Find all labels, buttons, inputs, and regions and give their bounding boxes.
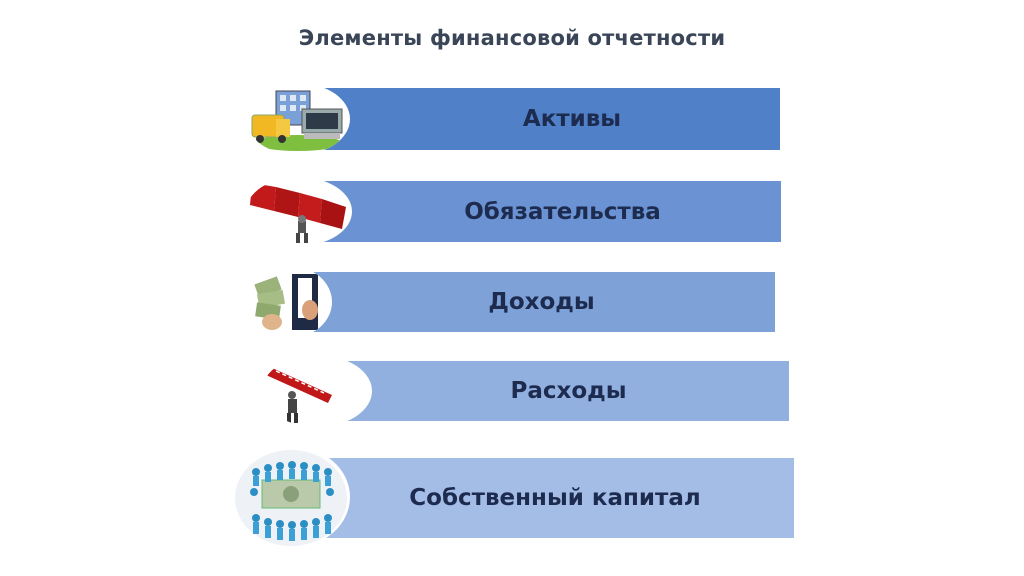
element-bar-liabilities xyxy=(304,181,781,242)
element-row-liabilities xyxy=(246,181,781,242)
element-row-expenses xyxy=(262,361,789,421)
element-label-assets: Активы xyxy=(522,106,622,132)
element-row-income xyxy=(248,272,775,332)
expenses-icon xyxy=(262,355,372,427)
income-icon xyxy=(248,266,332,338)
element-label-expenses: Расходы xyxy=(510,378,627,404)
equity-icon xyxy=(232,446,350,548)
debt-icon xyxy=(246,177,352,246)
element-label-equity: Собственный капитал xyxy=(409,485,701,511)
element-bar-income xyxy=(288,272,775,332)
assets-icon xyxy=(246,83,350,155)
element-row-equity xyxy=(232,458,794,538)
slide-title: Элементы финансовой отчетности xyxy=(298,26,726,50)
element-row-assets xyxy=(246,88,780,150)
element-label-liabilities: Обязательства xyxy=(464,198,661,225)
element-label-income: Доходы xyxy=(488,289,595,315)
element-bar-equity xyxy=(316,458,794,538)
element-bar-expenses xyxy=(328,361,789,421)
element-bar-assets xyxy=(304,88,780,150)
